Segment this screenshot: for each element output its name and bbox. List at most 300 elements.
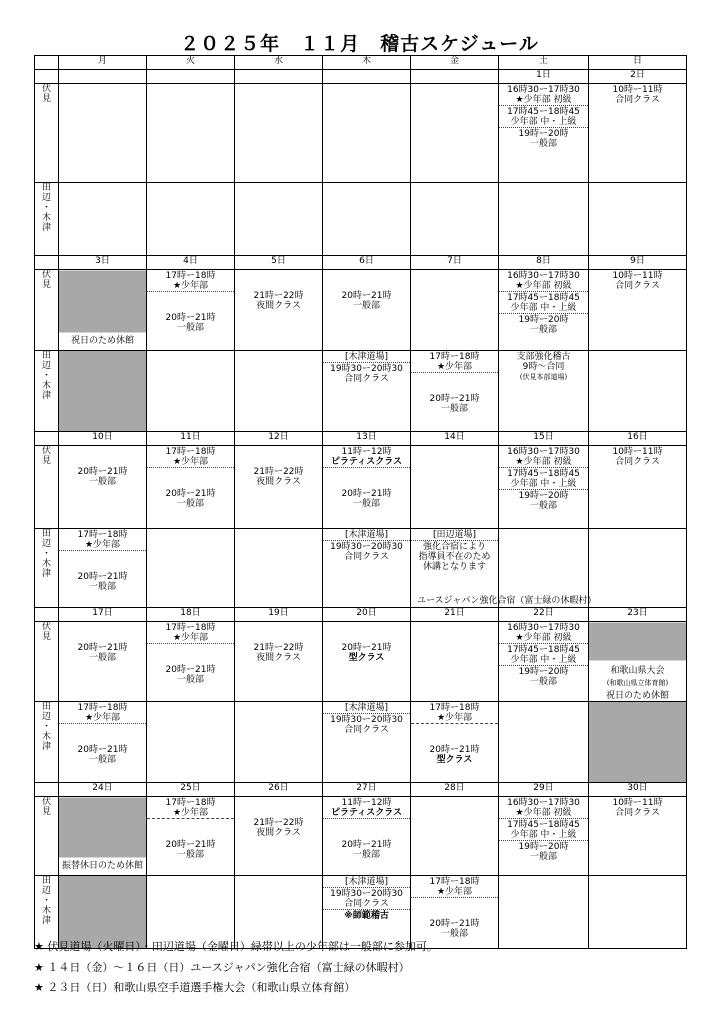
event-line: 一般部 xyxy=(352,301,380,311)
date-cell: 15日 xyxy=(499,432,589,446)
event-block xyxy=(499,622,588,644)
tanabe-row xyxy=(35,351,687,432)
event-block xyxy=(499,666,588,687)
event-line: 19時ー20時 xyxy=(518,491,569,501)
event-line: 17時ー18時 xyxy=(429,703,480,713)
date-cell: 24日 xyxy=(59,783,147,797)
date-corner xyxy=(35,783,59,797)
sunday-note-line: 祝日のため休館 xyxy=(605,691,669,701)
label-char: ・ xyxy=(41,549,51,559)
event-line: 21時ー22時 xyxy=(253,818,304,828)
date-cell xyxy=(323,70,411,84)
event-line: 20時ー21時 xyxy=(77,467,128,477)
event-line: 19時ー20時 xyxy=(518,129,569,139)
event-line: 強化合宿により xyxy=(422,542,486,552)
event-block xyxy=(323,290,410,311)
day-cell xyxy=(147,622,235,702)
event-line: 支部強化稽古 xyxy=(516,352,571,362)
event-line: 一般部 xyxy=(440,404,468,414)
label-char: ・ xyxy=(41,203,51,213)
event-line: 少年部 中・上級 xyxy=(510,479,577,489)
fushimi-label xyxy=(35,446,59,529)
event-line: [木津道場] xyxy=(344,530,389,540)
event-line: 17時ー18時 xyxy=(165,271,216,281)
event-line: [田辺道場] xyxy=(432,530,477,540)
day-cell xyxy=(59,876,147,949)
event-block xyxy=(589,84,686,105)
event-block xyxy=(323,839,410,860)
event-line: 17時ー18時 xyxy=(165,798,216,808)
date-row xyxy=(35,608,687,622)
event-line: ★少年部 xyxy=(436,362,473,372)
day-cell xyxy=(147,351,235,432)
event-line: 一般部 xyxy=(88,755,116,765)
day-cell xyxy=(411,702,499,783)
sunday-note-line: (和歌山県立体育館) xyxy=(606,679,669,687)
event-line: 19時30ー20時30 xyxy=(330,542,403,552)
event-line: [木津道場] xyxy=(344,703,389,713)
tanabe-label xyxy=(35,351,59,432)
day-cell xyxy=(147,183,235,256)
event-line: 20時ー21時 xyxy=(341,489,392,499)
date-cell: 28日 xyxy=(411,783,499,797)
sunday-note xyxy=(589,666,686,701)
event-block xyxy=(147,839,234,860)
event-block xyxy=(323,702,410,714)
event-block xyxy=(499,372,588,382)
event-line: 20時ー21時 xyxy=(429,394,480,404)
event-line: ★少年部 xyxy=(172,633,209,643)
date-cell: 11日 xyxy=(147,432,235,446)
event-block xyxy=(323,888,410,910)
event-line: [木津道場] xyxy=(344,877,389,887)
event-block xyxy=(499,270,588,292)
event-line: 一般部 xyxy=(529,677,557,687)
label-char: 伏 xyxy=(41,446,51,456)
event-line: 20時ー21時 xyxy=(429,745,480,755)
tanabe-label xyxy=(35,529,59,608)
event-line: ※師範稽古 xyxy=(344,911,389,921)
label-char: 辺 xyxy=(41,712,51,722)
event-block xyxy=(411,744,498,765)
date-cell: 27日 xyxy=(323,783,411,797)
day-cell xyxy=(499,183,589,256)
weekday-header: 土 xyxy=(499,56,589,70)
day-cell xyxy=(323,446,411,529)
event-line: 一般部 xyxy=(88,582,116,592)
event-line: 一般部 xyxy=(352,850,380,860)
label-char: 田 xyxy=(41,702,51,712)
day-cell xyxy=(235,529,323,608)
event-line: 21時ー22時 xyxy=(253,643,304,653)
event-line: 16時30ー17時30 xyxy=(507,798,580,808)
day-cell xyxy=(235,84,323,183)
event-line: 合同クラス xyxy=(344,725,389,735)
date-cell: 10日 xyxy=(59,432,147,446)
event-block xyxy=(589,270,686,291)
day-cell xyxy=(59,702,147,783)
event-line: ピラティスクラス xyxy=(330,457,402,467)
day-cell xyxy=(235,446,323,529)
event-block xyxy=(499,819,588,841)
weekday-header: 月 xyxy=(59,56,147,70)
day-cell xyxy=(235,797,323,876)
date-cell: 4日 xyxy=(147,256,235,270)
date-cell: 2日 xyxy=(589,70,687,84)
day-cell xyxy=(411,622,499,702)
day-cell xyxy=(589,622,687,702)
event-line: ★少年部 xyxy=(84,713,121,723)
day-cell xyxy=(59,622,147,702)
event-block xyxy=(323,642,410,663)
event-block xyxy=(411,351,498,373)
event-block xyxy=(147,446,234,468)
date-cell xyxy=(411,70,499,84)
event-line: 20時ー21時 xyxy=(341,840,392,850)
day-cell xyxy=(411,529,597,608)
event-line: 合同クラス xyxy=(344,552,389,562)
label-char: 見 xyxy=(41,632,51,642)
event-block xyxy=(323,446,410,468)
event-line: 夜間クラス xyxy=(256,301,301,311)
event-line: 夜間クラス xyxy=(256,828,301,838)
event-line: 一般部 xyxy=(529,852,557,862)
date-cell: 1日 xyxy=(499,70,589,84)
label-char: 津 xyxy=(41,916,51,926)
day-cell xyxy=(411,84,499,183)
day-cell xyxy=(147,529,235,608)
day-cell xyxy=(323,183,411,256)
date-cell xyxy=(59,70,147,84)
day-cell xyxy=(323,351,411,432)
label-char: 津 xyxy=(41,742,51,752)
event-line: 19時30ー20時30 xyxy=(330,364,403,374)
day-cell xyxy=(59,84,147,183)
event-line: 17時ー18時 xyxy=(429,877,480,887)
event-line: 19時30ー20時30 xyxy=(330,889,403,899)
date-corner xyxy=(35,432,59,446)
day-cell xyxy=(589,702,687,783)
event-block xyxy=(589,446,686,467)
event-line: 一般部 xyxy=(88,477,116,487)
day-cell xyxy=(147,270,235,351)
date-cell: 7日 xyxy=(411,256,499,270)
event-line: 一般部 xyxy=(352,499,380,509)
event-block xyxy=(323,910,410,921)
day-cell xyxy=(147,702,235,783)
day-cell xyxy=(147,446,235,529)
date-cell: 16日 xyxy=(589,432,687,446)
label-char: 見 xyxy=(41,456,51,466)
event-block xyxy=(235,817,322,838)
label-char: 見 xyxy=(41,94,51,104)
event-line: 21時ー22時 xyxy=(253,467,304,477)
day-cell xyxy=(323,84,411,183)
day-cell xyxy=(499,876,589,949)
label-char: 伏 xyxy=(41,622,51,632)
event-block xyxy=(235,290,322,311)
weekday-header-row xyxy=(35,56,687,70)
date-cell: 18日 xyxy=(147,608,235,622)
event-line: 17時45ー18時45 xyxy=(507,645,580,655)
day-cell xyxy=(499,270,589,351)
event-block xyxy=(499,84,588,106)
weekday-header: 火 xyxy=(147,56,235,70)
day-cell xyxy=(499,797,589,876)
fushimi-row xyxy=(35,446,687,529)
day-cell xyxy=(323,270,411,351)
event-block xyxy=(411,541,498,572)
event-block xyxy=(499,644,588,666)
event-block xyxy=(323,363,410,384)
event-line: 10時ー11時 xyxy=(612,271,663,281)
label-char: 木 xyxy=(41,732,51,742)
date-row xyxy=(35,783,687,797)
day-cell xyxy=(323,622,411,702)
event-line: 少年部 中・上級 xyxy=(510,117,577,127)
tanabe-row xyxy=(35,183,687,256)
label-char: 津 xyxy=(41,569,51,579)
fushimi-row xyxy=(35,270,687,351)
camp-span-note: ユースジャパン強化合宿（富士緑の休暇村） xyxy=(417,596,597,606)
event-line: 19時ー20時 xyxy=(518,842,569,852)
event-block xyxy=(499,351,588,372)
event-block xyxy=(147,664,234,685)
event-block xyxy=(323,529,410,541)
event-line: ★少年部 xyxy=(436,713,473,723)
date-cell: 6日 xyxy=(323,256,411,270)
day-cell xyxy=(235,183,323,256)
event-block xyxy=(499,106,588,128)
date-cell xyxy=(235,70,323,84)
date-cell: 9日 xyxy=(589,256,687,270)
page-title: ２０２５年 １１月 稽古スケジュール xyxy=(180,33,539,55)
event-line: 17時ー18時 xyxy=(77,530,128,540)
event-line: 合同クラス xyxy=(615,281,660,291)
event-line: 少年部 中・上級 xyxy=(510,655,577,665)
event-line: 休講となります xyxy=(422,562,486,572)
event-block xyxy=(411,918,498,939)
event-line: ★少年部 xyxy=(172,281,209,291)
event-line: ★少年部 初級 xyxy=(515,95,572,105)
date-cell: 22日 xyxy=(499,608,589,622)
tanabe-label xyxy=(35,183,59,256)
sunday-note-line: 和歌山県大会 xyxy=(610,666,665,676)
label-char: 田 xyxy=(41,876,51,886)
date-cell: 30日 xyxy=(589,783,687,797)
event-block xyxy=(323,714,410,735)
event-block xyxy=(411,702,498,724)
note-2: ★ １４日（金）〜１６日（日）ユースジャパン強化合宿（富士緑の休暇村） xyxy=(34,961,410,974)
event-line: 11時ー12時 xyxy=(341,798,392,808)
event-line: 20時ー21時 xyxy=(77,745,128,755)
label-char: 木 xyxy=(41,213,51,223)
day-cell xyxy=(59,183,147,256)
event-block xyxy=(59,571,146,592)
day-cell xyxy=(147,876,235,949)
schedule-table xyxy=(34,55,687,949)
tanabe-row xyxy=(35,876,687,949)
date-row xyxy=(35,432,687,446)
event-block xyxy=(589,797,686,818)
event-line: 17時45ー18時45 xyxy=(507,820,580,830)
event-block xyxy=(235,642,322,663)
event-block xyxy=(147,312,234,333)
fushimi-row xyxy=(35,84,687,183)
day-cell xyxy=(589,797,687,876)
fushimi-label xyxy=(35,622,59,702)
event-line: 少年部 中・上級 xyxy=(510,830,577,840)
day-cell xyxy=(59,797,147,876)
label-char: 伏 xyxy=(41,797,51,807)
day-cell xyxy=(59,351,147,432)
date-row xyxy=(35,70,687,84)
date-cell: 8日 xyxy=(499,256,589,270)
day-cell xyxy=(323,702,411,783)
label-char: ・ xyxy=(41,896,51,906)
event-line: 9時〜合同 xyxy=(522,362,565,372)
event-line: 一般部 xyxy=(88,653,116,663)
tanabe-label xyxy=(35,876,59,949)
event-block xyxy=(499,841,588,862)
label-char: 田 xyxy=(41,351,51,361)
date-cell: 29日 xyxy=(499,783,589,797)
event-line: 19時30ー20時30 xyxy=(330,715,403,725)
event-line: 20時ー21時 xyxy=(165,313,216,323)
date-cell: 25日 xyxy=(147,783,235,797)
day-cell xyxy=(499,622,589,702)
event-line: 一般部 xyxy=(529,501,557,511)
date-cell: 14日 xyxy=(411,432,499,446)
label-char: 津 xyxy=(41,223,51,233)
note-3: ★ ２３日（日）和歌山県空手道選手権大会（和歌山県立体育館） xyxy=(34,981,356,994)
event-block xyxy=(323,488,410,509)
label-char: 伏 xyxy=(41,270,51,280)
event-line: 一般部 xyxy=(176,499,204,509)
event-block xyxy=(411,529,498,541)
event-line: 合同クラス xyxy=(615,95,660,105)
day-cell xyxy=(235,270,323,351)
event-line: 合同クラス xyxy=(615,457,660,467)
day-cell xyxy=(411,351,499,432)
date-cell xyxy=(147,70,235,84)
event-line: ★少年部 初級 xyxy=(515,808,572,818)
event-line: 一般部 xyxy=(529,139,557,149)
label-char: 田 xyxy=(41,183,51,193)
event-line: 20時ー21時 xyxy=(165,489,216,499)
label-char: 辺 xyxy=(41,193,51,203)
event-line: (伏見本部道場) xyxy=(519,373,568,381)
date-corner xyxy=(35,70,59,84)
event-line: 型クラス xyxy=(436,755,473,765)
weekday-header: 日 xyxy=(589,56,687,70)
day-cell xyxy=(235,622,323,702)
event-line: 一般部 xyxy=(440,929,468,939)
date-cell: 21日 xyxy=(411,608,499,622)
event-line: ★少年部 xyxy=(84,540,121,550)
day-cell xyxy=(147,797,235,876)
fushimi-label xyxy=(35,270,59,351)
event-line: 10時ー11時 xyxy=(612,447,663,457)
note-1: ★ 伏見道場（火曜日）・田辺道場（金曜日）緑帯以上の少年部は一般部に参加可。 xyxy=(34,940,438,953)
day-cell xyxy=(589,876,687,949)
day-cell xyxy=(59,446,147,529)
event-line: 10時ー11時 xyxy=(612,85,663,95)
event-block xyxy=(147,622,234,644)
event-block xyxy=(499,314,588,335)
day-cell xyxy=(499,351,589,432)
event-line: 指導員不在のため xyxy=(418,552,491,562)
date-cell: 26日 xyxy=(235,783,323,797)
event-line: 17時ー18時 xyxy=(429,352,480,362)
holiday-note: 振替休日のため休館 xyxy=(61,861,143,871)
event-line: 11時ー12時 xyxy=(341,447,392,457)
label-char: 見 xyxy=(41,280,51,290)
day-cell xyxy=(499,702,589,783)
day-cell xyxy=(499,84,589,183)
fushimi-row xyxy=(35,622,687,702)
event-line: 合同クラス xyxy=(344,374,389,384)
event-line: ★少年部 初級 xyxy=(515,457,572,467)
label-char: 木 xyxy=(41,906,51,916)
event-block xyxy=(235,466,322,487)
event-line: ★少年部 初級 xyxy=(515,633,572,643)
event-block xyxy=(499,292,588,314)
event-block xyxy=(499,490,588,511)
label-char: 見 xyxy=(41,807,51,817)
event-line: ★少年部 xyxy=(172,808,209,818)
date-cell: 17日 xyxy=(59,608,147,622)
event-line: 17時ー18時 xyxy=(165,447,216,457)
label-char: 辺 xyxy=(41,886,51,896)
event-line: 17時ー18時 xyxy=(77,703,128,713)
label-char: 津 xyxy=(41,391,51,401)
event-line: 17時45ー18時45 xyxy=(507,107,580,117)
event-line: 型クラス xyxy=(348,653,385,663)
event-block xyxy=(59,642,146,663)
date-cell: 19日 xyxy=(235,608,323,622)
event-line: 16時30ー17時30 xyxy=(507,85,580,95)
event-line: 19時ー20時 xyxy=(518,667,569,677)
tanabe-label xyxy=(35,702,59,783)
date-cell: 13日 xyxy=(323,432,411,446)
date-corner xyxy=(35,256,59,270)
event-line: 20時ー21時 xyxy=(341,291,392,301)
event-block xyxy=(411,393,498,414)
event-block xyxy=(499,446,588,468)
event-line: 17時45ー18時45 xyxy=(507,469,580,479)
holiday-note: 祝日のため休館 xyxy=(70,336,134,346)
day-cell xyxy=(589,270,687,351)
label-char: 木 xyxy=(41,559,51,569)
label-char: 伏 xyxy=(41,84,51,94)
label-char: 辺 xyxy=(41,361,51,371)
day-cell xyxy=(589,351,687,432)
event-block xyxy=(147,797,234,819)
corner-cell xyxy=(35,56,59,70)
event-line: [木津道場] xyxy=(344,352,389,362)
event-line: 20時ー21時 xyxy=(165,840,216,850)
event-line: 16時30ー17時30 xyxy=(507,447,580,457)
event-block xyxy=(323,797,410,819)
event-block xyxy=(323,876,410,888)
event-line: 20時ー21時 xyxy=(77,572,128,582)
label-char: ・ xyxy=(41,371,51,381)
day-cell xyxy=(59,529,147,608)
day-cell xyxy=(323,797,411,876)
day-cell xyxy=(411,446,499,529)
event-block xyxy=(147,270,234,292)
